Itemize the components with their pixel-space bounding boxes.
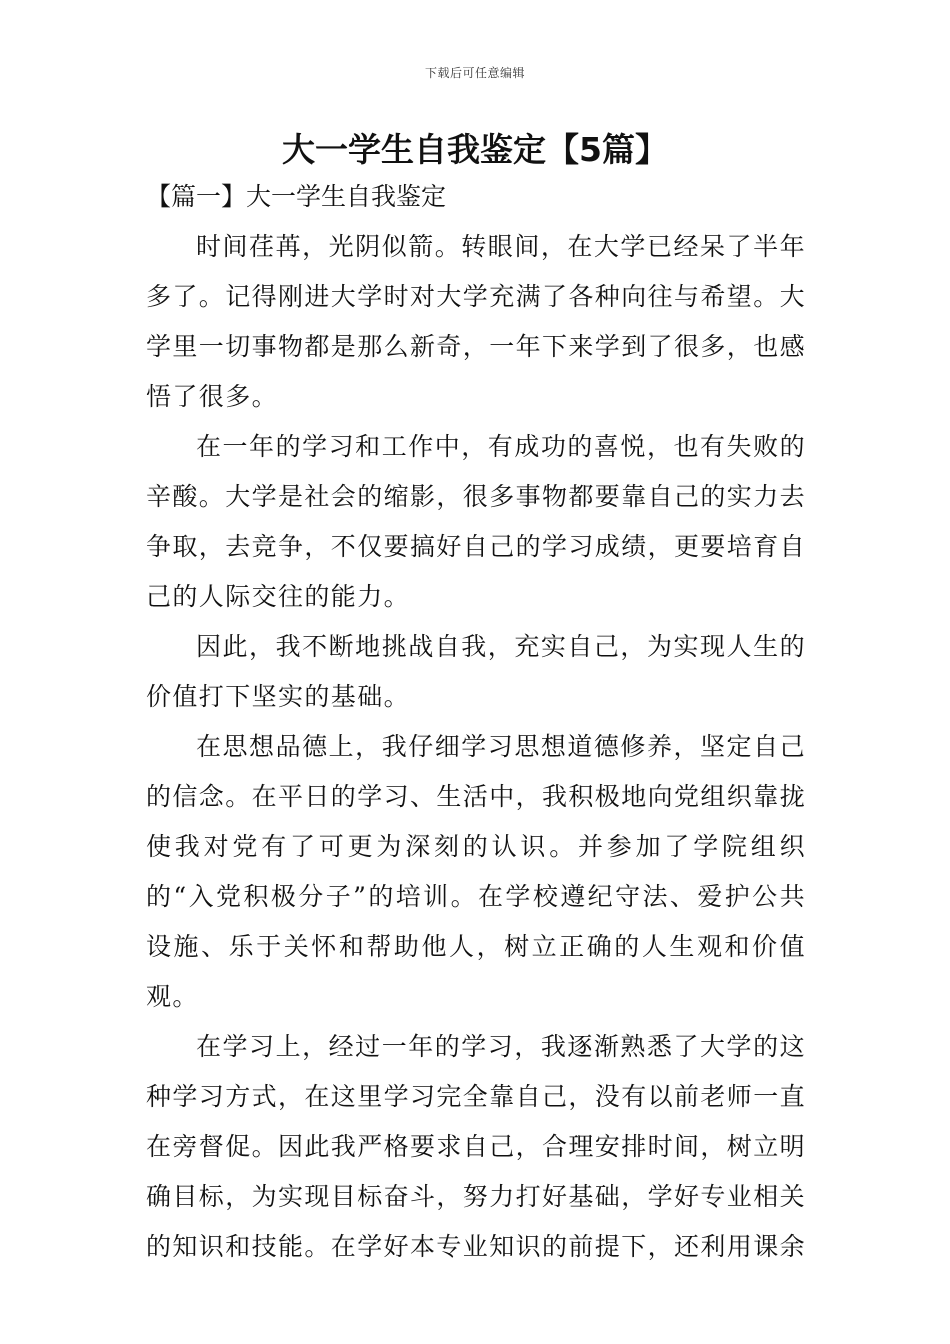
header-note: 下载后可任意编辑 [424, 66, 525, 80]
body-paragraph: 在思想品德上，我仔细学习思想道德修养，坚定自己的信念。在平日的学习、生活中，我积极地向党组织靠拢使我对党有了可更为深刻的认识。并参加了学院组织的“入党积极分子”的培训。在学校遵纪守法、爱护公共设施、乐于关怀和帮助他人，树立正确的人生观和价值观。 [146, 732, 807, 1011]
body-paragraph: 在学习上，经过一年的学习，我逐渐熟悉了大学的这种学习方式，在这里学习完全靠自己，没有以前老师一直在旁督促。因此我严格要求自己，合理安排时间，树立明确目标，为实现目标奋斗，努力打好基础，学好专业相关的知识和技能。在学好本专业知识的前提下，还利用课余 [146, 1032, 807, 1261]
body-paragraph: 在一年的学习和工作中，有成功的喜悦，也有失败的辛酸。大学是社会的缩影，很多事物都要靠自己的实力去争取，去竞争，不仅要搞好自己的学习成绩，更要培育自己的人际交往的能力。 [146, 432, 807, 611]
body-paragraph: 因此，我不断地挑战自我，充实自己，为实现人生的价值打下坚实的基础。 [146, 632, 806, 711]
document-body [146, 172, 806, 1272]
body-paragraph: 时间荏苒，光阴似箭。转眼间，在大学已经呆了半年多了。记得刚进大学时对大学充满了各种向往与希望。大学里一切事物都是那么新奇，一年下来学到了很多，也感悟了很多。 [146, 232, 807, 411]
document-title: 大一学生自我鉴定【5篇】 [282, 130, 668, 169]
section-heading: 【篇一】大一学生自我鉴定 [146, 182, 447, 211]
